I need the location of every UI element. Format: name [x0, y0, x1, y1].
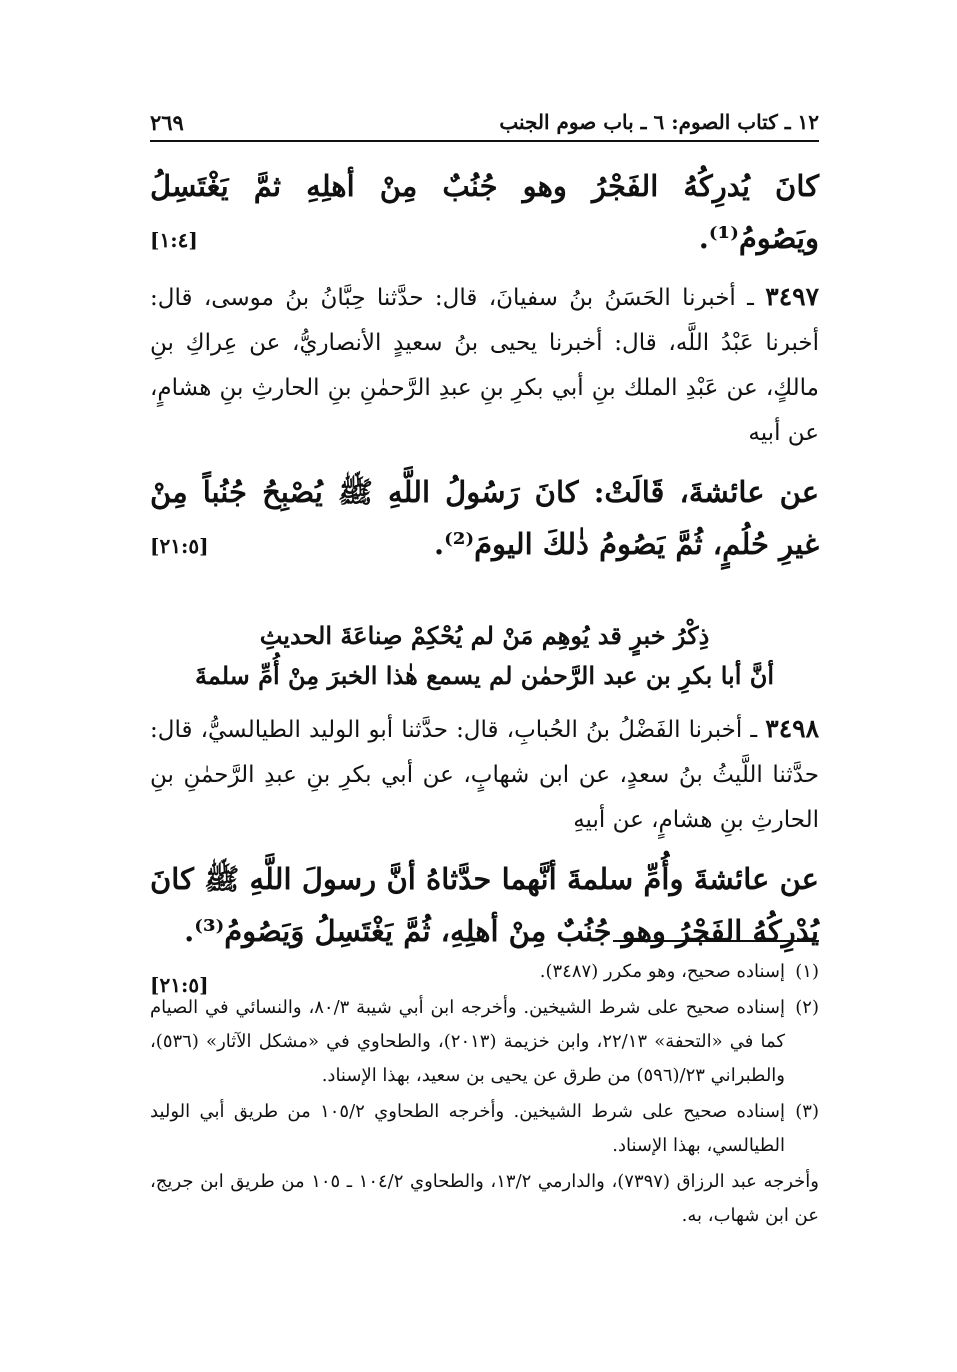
page-number: ٢٦٩	[150, 109, 184, 135]
footnote-1	[150, 955, 819, 989]
running-title: ١٢ ـ كتاب الصوم: ٦ ـ باب صوم الجنب	[499, 110, 819, 134]
hadith-number-3498: ٣٤٩٨	[765, 714, 819, 743]
footnote-3-number: (٣)	[795, 1101, 819, 1122]
footnote-2	[150, 991, 819, 1093]
chapter-heading-line-2: أنَّ أبا بكرِ بن عبد الرَّحمٰن لم يسمع هٰذا الخبرَ مِنْ أُمِّ سلمةَ	[194, 661, 775, 690]
footnote-2-text: إسناده صحيح على شرط الشيخين. وأخرجه ابن أبي شيبة ٨٠/٣، والنسائي في الصيام كما في «التحفة» ٢٢/١٣، وابن خزيمة (٢٠١٣)، والطحاوي في «مشكل الآثار» (٥٣٦)، والطبراني ٢٣/(٥٩٦) من طرق عن يحيى بن سعيد، بهذا الإسناد.	[150, 997, 785, 1086]
hadith-text-2	[150, 466, 819, 570]
isnad-3497	[150, 274, 819, 456]
isnad-3497-text: ـ أخبرنا الحَسَنُ بنُ سفيانَ، قال: حدَّثنا حِبَّانُ بنُ موسى، قال: أخبرنا عَبْدُ اللَّه، قال: أخبرنا يحيى بنُ سعيدٍ الأنصاريُّ، عن عِراكِ بنِ مالكٍ، عن عَبْدِ الملك بنِ أبي بكرِ بنِ عبدِ الرَّحمٰنِ بنِ الحارثِ بنِ هشامٍ، عن أبيه	[150, 285, 819, 446]
chapter-heading	[150, 616, 819, 696]
hadith-number-3497: ٣٤٩٧	[765, 282, 819, 311]
footnotes	[150, 955, 819, 1235]
isnad-3498	[150, 706, 819, 843]
running-header	[150, 104, 819, 142]
chapter-heading-line-1: ذِكْرُ خبرٍ قد يُوهِم مَنْ لم يُحْكِمْ صِناعَةَ الحديثِ	[259, 621, 710, 650]
hadith-ref-2: [٢١:٥]	[150, 534, 209, 558]
hadith-ref-3: [٢١:٥]	[150, 973, 209, 997]
footnote-3-continuation-text: وأخرجه عبد الرزاق (٧٣٩٧)، والدارمي ١٣/٢، والطحاوي ١٠٤/٢ ـ ١٠٥ من طريق ابن جريج، عن ابن شهاب، به.	[150, 1171, 819, 1226]
footnote-3-continuation	[150, 1165, 819, 1233]
hadith-text-3-content: عن عائشةَ وأُمِّ سلمةَ أنَّهما حدَّثاهُ أنَّ رسولَ اللَّهِ ﷺ كانَ يُدْرِكُهُ الفَجْرُ وهو جُنُبٌ مِنْ أهلِهِ، ثُمَّ يَغْتَسِلُ وَيَصُومُ⁽³⁾.	[150, 862, 819, 948]
footnote-1-number: (١)	[795, 961, 819, 982]
footnote-1-text: إسناده صحيح، وهو مكرر (٣٤٨٧).	[539, 961, 785, 982]
hadith-text-2-content: عن عائشةَ، قَالَتْ: كانَ رَسُولُ اللَّهِ ﷺ يُصْبِحُ جُنُباً مِنْ غيرِ حُلُمٍ، ثُمَّ يَصُومُ ذٰلكَ اليومَ⁽²⁾.	[150, 475, 819, 561]
footnote-separator	[613, 940, 819, 942]
footnote-3-text: إسناده صحيح على شرط الشيخين. وأخرجه الطحاوي ١٠٥/٢ من طريق أبي الوليد الطيالسي، بهذا الإسناد.	[150, 1101, 785, 1156]
hadith-text-1	[150, 160, 819, 264]
footnote-2-number: (٢)	[795, 997, 819, 1018]
footnote-3	[150, 1095, 819, 1163]
main-text	[150, 160, 819, 1011]
hadith-text-1-content: كانَ يُدرِكُهُ الفَجْرُ وهو جُنُبٌ مِنْ أهلِهِ ثمَّ يَغْتَسِلُ ويَصُومُ⁽¹⁾.	[150, 169, 819, 255]
isnad-3498-text: ـ أخبرنا الفَضْلُ بنُ الحُبابِ، قال: حدَّثنا أبو الوليد الطيالسيُّ، قال: حدَّثنا اللَّيثُ بنُ سعدٍ، عن ابن شهابٍ، عن أبي بكرِ بنِ عبدِ الرَّحمٰنِ بنِ الحارثِ بنِ هشامٍ، عن أبيهِ	[150, 717, 819, 833]
hadith-ref-1: [١:٤]	[150, 228, 198, 252]
